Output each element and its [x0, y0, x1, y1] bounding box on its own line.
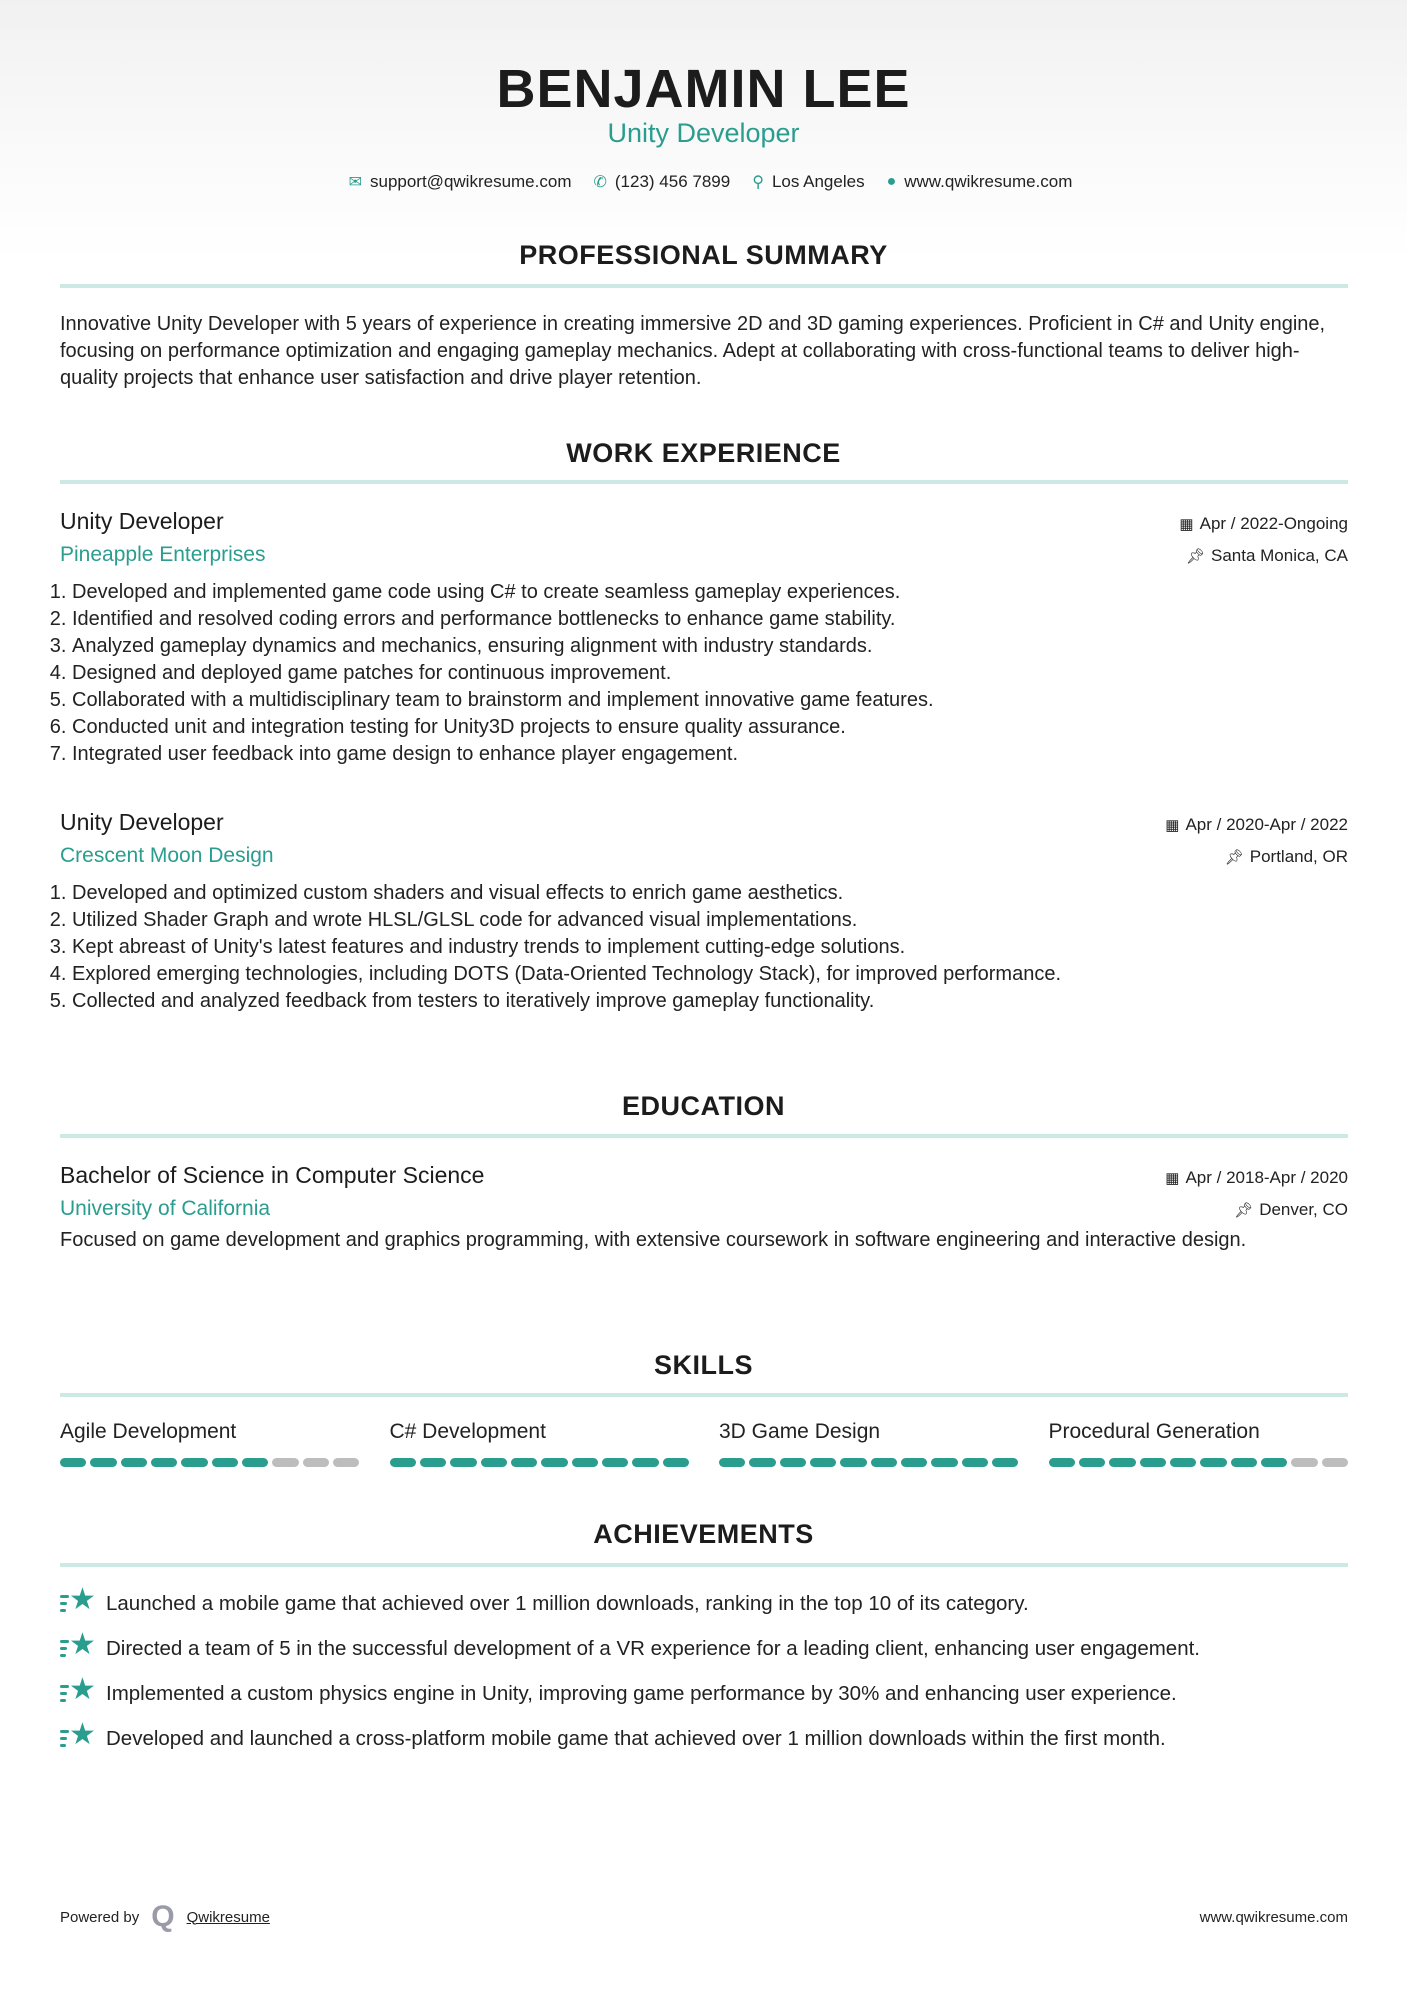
skill-level-segment — [390, 1458, 416, 1467]
skill-level-segment — [242, 1458, 268, 1467]
skill-level-segment — [333, 1458, 359, 1467]
powered-by-label: Powered by — [60, 1908, 140, 1926]
education-description: Focused on game development and graphics programming, with extensive coursework in software engineering and interactive design. — [60, 1229, 1247, 1251]
skill-level-segment — [1261, 1458, 1287, 1467]
achievements-divider — [60, 1563, 1348, 1567]
phone-icon: ✆ — [593, 174, 607, 191]
skill-level-segment — [901, 1458, 927, 1467]
qwikresume-link[interactable]: Qwikresume — [186, 1908, 270, 1926]
skill-level-segment — [810, 1458, 836, 1467]
skill-level-segment — [90, 1458, 116, 1467]
achievement-item — [60, 1671, 1348, 1716]
skill-level-segment — [992, 1458, 1018, 1467]
star-icon: ★ — [60, 1679, 96, 1709]
contact-website[interactable]: www.qwikresume.com — [904, 172, 1073, 191]
summary-heading: PROFESSIONAL SUMMARY — [519, 240, 888, 270]
job-company: Pineapple Enterprises — [60, 543, 266, 566]
job-bullet: 4. Designed and deployed game patches for continuous improvement. — [72, 660, 1348, 687]
job-dates: Apr / 2020-Apr / 2022 — [1185, 815, 1348, 834]
job-bullet: 1. Developed and implemented game code using C# to create seamless gameplay experiences. — [72, 579, 1348, 606]
skill-name: Agile Development — [60, 1420, 237, 1443]
skill-level-bar — [390, 1458, 690, 1467]
job-title: Unity Developer — [60, 809, 224, 835]
location-pin-icon: ⚲ — [752, 174, 764, 191]
skill-level-segment — [1170, 1458, 1196, 1467]
skill-item — [719, 1420, 1019, 1467]
job-company: Crescent Moon Design — [60, 844, 274, 867]
skill-level-segment — [450, 1458, 476, 1467]
skill-level-segment — [602, 1458, 628, 1467]
star-icon: ★ — [60, 1589, 96, 1619]
job-location: Portland, OR — [1249, 847, 1348, 866]
skill-level-segment — [272, 1458, 298, 1467]
skill-level-segment — [1291, 1458, 1317, 1467]
job-bullet: 6. Conducted unit and integration testing for Unity3D projects to ensure quality assurance. — [72, 714, 1348, 741]
skill-level-segment — [1200, 1458, 1226, 1467]
skill-level-segment — [572, 1458, 598, 1467]
skill-item — [60, 1420, 360, 1467]
job-bullet: 7. Integrated user feedback into game design to enhance player engagement. — [72, 741, 1348, 768]
achievements-list — [60, 1581, 1348, 1761]
job-bullet: 5. Collected and analyzed feedback from testers to iteratively improve gameplay functionality. — [72, 988, 1348, 1015]
education-location: Denver, CO — [1259, 1200, 1348, 1219]
job-location: Santa Monica, CA — [1210, 546, 1348, 565]
skill-name: C# Development — [389, 1420, 546, 1443]
contact-phone: (123) 456 7899 — [614, 172, 731, 191]
skill-level-segment — [749, 1458, 775, 1467]
calendar-icon: ▦ — [1165, 817, 1180, 834]
contact-email[interactable]: support@qwikresume.com — [369, 172, 572, 191]
skill-level-segment — [632, 1458, 658, 1467]
qwikresume-logo-icon: Q — [151, 1900, 175, 1933]
achievement-text: Developed and launched a cross-platform mobile game that achieved over 1 million downloads within the first month. — [106, 1726, 1166, 1750]
footer-website[interactable]: www.qwikresume.com — [1199, 1908, 1348, 1926]
achievement-text: Directed a team of 5 in the successful development of a VR experience for a leading client, enhancing user engagement. — [106, 1636, 1200, 1660]
experience-heading: WORK EXPERIENCE — [566, 438, 841, 468]
calendar-icon: ▦ — [1179, 516, 1194, 533]
calendar-icon: ▦ — [1165, 1170, 1180, 1187]
skill-level-segment — [931, 1458, 957, 1467]
degree: Bachelor of Science in Computer Science — [60, 1162, 485, 1188]
skill-level-segment — [541, 1458, 567, 1467]
skill-level-segment — [121, 1458, 147, 1467]
skill-level-segment — [1109, 1458, 1135, 1467]
skill-level-segment — [481, 1458, 507, 1467]
achievement-item — [60, 1716, 1348, 1761]
globe-icon: ● — [886, 173, 897, 190]
candidate-name: BENJAMIN LEE — [496, 59, 911, 119]
job-bullet: 2. Identified and resolved coding errors and performance bottlenecks to enhance game stability. — [72, 606, 1348, 633]
contact-location: Los Angeles — [771, 172, 865, 191]
skill-level-segment — [212, 1458, 238, 1467]
job-dates: Apr / 2022-Ongoing — [1199, 514, 1348, 533]
skill-item — [390, 1420, 690, 1467]
footer — [60, 1900, 1348, 1934]
pushpin-icon: 📌︎ — [1185, 548, 1205, 565]
pushpin-icon: 📌︎ — [1224, 849, 1244, 866]
achievement-text: Launched a mobile game that achieved over 1 million downloads, ranking in the top 10 of its category. — [106, 1591, 1029, 1615]
skill-level-segment — [511, 1458, 537, 1467]
job-bullet: 2. Utilized Shader Graph and wrote HLSL/GLSL code for advanced visual implementations. — [72, 907, 1348, 934]
education-dates: Apr / 2018-Apr / 2020 — [1185, 1168, 1348, 1187]
skill-name: Procedural Generation — [1048, 1420, 1260, 1443]
contact-bar — [0, 172, 1407, 192]
skill-level-bar — [1049, 1458, 1349, 1467]
skill-item — [1049, 1420, 1349, 1467]
skill-level-bar — [719, 1458, 1019, 1467]
skill-level-segment — [60, 1458, 86, 1467]
skills-divider — [60, 1393, 1348, 1397]
star-icon: ★ — [60, 1634, 96, 1664]
star-icon: ★ — [60, 1724, 96, 1754]
achievement-text: Implemented a custom physics engine in Unity, improving game performance by 30% and enhancing user experience. — [106, 1681, 1177, 1705]
achievement-item — [60, 1626, 1348, 1671]
job-entry — [60, 809, 1348, 1015]
job-bullet: 1. Developed and optimized custom shaders and visual effects to enrich game aesthetics. — [72, 880, 1348, 907]
candidate-title: Unity Developer — [607, 118, 800, 148]
skill-level-segment — [1231, 1458, 1257, 1467]
skill-level-segment — [181, 1458, 207, 1467]
job-entry — [60, 508, 1348, 768]
job-bullet: 3. Analyzed gameplay dynamics and mechanics, ensuring alignment with industry standards. — [72, 633, 1348, 660]
skill-level-segment — [303, 1458, 329, 1467]
summary-text: Innovative Unity Developer with 5 years of experience in creating immersive 2D and 3D gaming experiences. Proficient in C# and Unity engine, focusing on performance optimization and engaging gameplay mechanics. Adept at collaborating with cross-functional teams to deliver high-quality projects that enhance user satisfaction and drive player retention. — [60, 313, 1326, 389]
skill-level-bar — [60, 1458, 360, 1467]
job-bullet: 5. Collaborated with a multidisciplinary team to brainstorm and implement innovative game features. — [72, 687, 1348, 714]
achievement-item — [60, 1581, 1348, 1626]
skill-name: 3D Game Design — [719, 1420, 881, 1443]
school: University of California — [60, 1197, 271, 1220]
skills-heading: SKILLS — [653, 1350, 753, 1380]
education-divider — [60, 1134, 1348, 1138]
achievements-heading: ACHIEVEMENTS — [593, 1519, 814, 1549]
skill-level-segment — [151, 1458, 177, 1467]
skill-level-segment — [1049, 1458, 1075, 1467]
skills-list — [60, 1420, 1348, 1467]
education-heading: EDUCATION — [622, 1091, 785, 1121]
job-bullets — [54, 579, 1348, 768]
skill-level-segment — [1079, 1458, 1105, 1467]
skill-level-segment — [871, 1458, 897, 1467]
skill-level-segment — [663, 1458, 689, 1467]
summary-divider — [60, 284, 1348, 288]
experience-divider — [60, 480, 1348, 484]
skill-level-segment — [719, 1458, 745, 1467]
job-bullet: 3. Kept abreast of Unity's latest features and industry trends to implement cutting-edge solutions. — [72, 934, 1348, 961]
job-bullet: 4. Explored emerging technologies, including DOTS (Data-Oriented Technology Stack), for improved performance. — [72, 961, 1348, 988]
skill-level-segment — [1322, 1458, 1348, 1467]
skill-level-segment — [1140, 1458, 1166, 1467]
job-title: Unity Developer — [60, 508, 224, 534]
skill-level-segment — [840, 1458, 866, 1467]
email-icon: ✉ — [348, 174, 362, 191]
skill-level-segment — [962, 1458, 988, 1467]
job-bullets — [54, 880, 1348, 1015]
skill-level-segment — [420, 1458, 446, 1467]
skill-level-segment — [780, 1458, 806, 1467]
pushpin-icon: 📌︎ — [1234, 1202, 1254, 1219]
education-entry — [60, 1162, 1348, 1254]
